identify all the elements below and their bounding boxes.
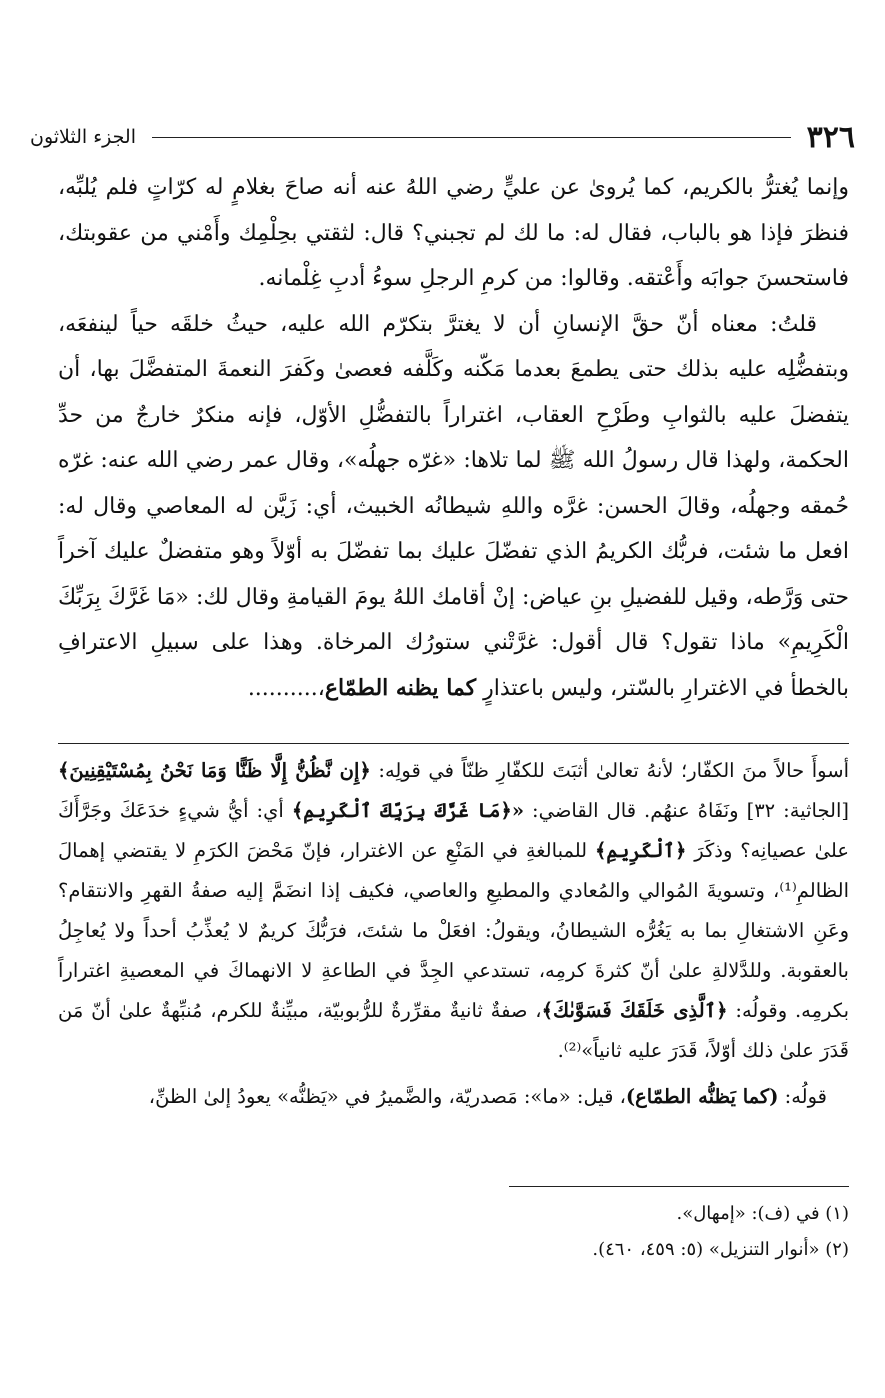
commentary-text-b: [الجاثية: ٣٢] ونَفَاهُ عنهُم. قال القاضي: [532, 799, 849, 822]
footnote-divider [509, 1186, 849, 1187]
commentary-text [58, 751, 849, 1117]
commentary-quoted-phrase: (كما يَظنُّه الطمّاع) [625, 1085, 779, 1108]
main-paragraph-2-dots: ،.......... [247, 675, 325, 701]
commentary-text-a: أسوأَ حالاً منَ الكفّار؛ لأنهُ تعالىٰ أثبَتَ للكفّارِ ظنّاً في قولِه: [378, 759, 849, 782]
page-header [30, 112, 855, 162]
commentary-paragraph-2 [58, 1077, 849, 1117]
quran-quote-2: «﴿مَا غَرَّكَ بِرَبِّكَ ٱلْكَرِيمِ﴾ [291, 799, 525, 822]
footnote-1: (١) في (ف): «إمهال». [676, 1203, 849, 1224]
quran-quote-1: ﴿إِن نَّظُنُّ إِلَّا ظَنًّا وَمَا نَحْنُ بِمُسْتَيْقِنِينَ﴾ [58, 759, 371, 782]
main-paragraph-2-body: قلتُ: معناه أنّ حقَّ الإنسانِ أن لا يغترَّ بتكرّم الله عليه، حيثُ خلقَه حياً لينفعَه، وبتفضُّلِه عليه بذلك حتى يطمعَ بعدما مَكّنه وكَلَّفه فعصىٰ وكَفرَ النعمةَ المتفضَّلَ بها، أن يتفضلَ عليه بالثوابِ وطَرْحِ العقاب، اغتراراً بالتفضُّلِ الأوّل، فإنه منكرٌ خارجٌ من حدِّ الحكمة، ولهذا قال رسولُ الله ﷺ لما تلاها: «غرّه جهلُه»، وقال عمر رضي الله عنه: غرّه حُمقه وجهلُه، وقالَ الحسن: غرَّه واللهِ شيطانُه الخبيث، أي: زَيَّن له المعاصي وقال له: افعل ما شئت، فربُّك الكريمُ الذي تفضّلَ عليك بما تفضّلَ به أوّلاً وهو متفضلٌ عليك آخراً حتى وَرَّطه، وقيل للفضيلِ بنِ عياض: إنْ أقامك اللهُ يومَ القيامةِ وقال لك: «مَا غَرَّكَ بِرَبِّكَ الْكَرِيمِ» ماذا تقول؟ قال أقول: غرَّتْني ستورُك المرخاة. وهذا على سبيلِ الاعترافِ بالخطأ في الاغترارِ بالسّتر، وليس باعتذارٍ [58, 311, 850, 701]
commentary-paragraph-1 [58, 751, 849, 1071]
footnote-2: (٢) «أنوار التنزيل» (٥: ٤٥٩، ٤٦٠). [592, 1239, 849, 1260]
main-paragraph-2 [58, 302, 849, 712]
quran-quote-3: ﴿ٱلْكَرِيمِ﴾ [594, 839, 687, 862]
main-paragraph-2-tail: كما يظنه الطمّاع [324, 674, 477, 701]
footnotes [58, 1196, 849, 1268]
commentary-divider [58, 743, 849, 744]
header-rule [152, 137, 791, 138]
commentary-text-g: ، قيل: «ما»: مَصدريّة، والضَّميرُ في «يَظنُّه» يعودُ إلىٰ الظنِّ، [148, 1085, 626, 1108]
commentary-text-d: للمبالغةِ في المَنْعِ عن الاغترار، فإنّ مَحْضَ الكرَمِ لا يقتضي إهمالَ الظالمِ⁽¹⁾، وتسويةَ المُوالي والمُعادي والمطيعِ والعاصي، فكيف إذا انضَمَّ إليه صفةُ القهرِ والانتقام؟ وعَنِ الاشتغالِ بما به يَغُرُّه الشيطانُ، ويقولُ: افعَلْ ما شئتَ، فرَبُّكَ كريمٌ لا يُعذِّبُ أحداً ولا يُعاجِلُ بالعقوبة. وللدَّلالةِ علىٰ أنّ كثرةَ كرمِه، تستدعي الجِدَّ في الطاعةِ لا الانهماكَ في المعصيةِ اغتراراً بكرمِه. وقولُه: [58, 839, 850, 1022]
commentary-text-e: ، صفةٌ ثانيةٌ مقرِّرةٌ للرُّبوبيّة، مبيِّنةٌ للكرم، مُنبِّهةٌ علىٰ أنّ مَن قَدَرَ علىٰ ذلك أوّلاً، قَدَرَ عليه ثانياً»⁽²⁾. [58, 999, 849, 1062]
commentary-text-f: قولُه: [784, 1085, 827, 1108]
page-number: ٣٢٦ [806, 119, 855, 155]
main-paragraph-1: وإنما يُغترُّ بالكريم، كما يُروىٰ عن عليٍّ رضي اللهُ عنه أنه صاحَ بغلامٍ له كرّاتٍ فلم يُلبِّه، فنظرَ فإذا هو بالباب، فقال له: ما لك لم تجبني؟ قال: لثقتي بحِلْمِك وأَمْني من عقوبتك، فاستحسنَ جوابَه وأَعْتقه. وقالوا: من كرمِ الرجلِ سوءُ أدبِ غِلْمانه. [58, 175, 849, 291]
main-text [58, 165, 849, 711]
running-title: الجزء الثلاثون [30, 126, 136, 148]
commentary-text-c: أي: أيُّ شيءٍ خدَعَكَ وجَرَّأَكَ علىٰ عصيانِه؟ وذكَرَ [58, 799, 849, 862]
quran-quote-4: ﴿ٱلَّذِى خَلَقَكَ فَسَوَّىٰكَ﴾ [541, 999, 728, 1022]
